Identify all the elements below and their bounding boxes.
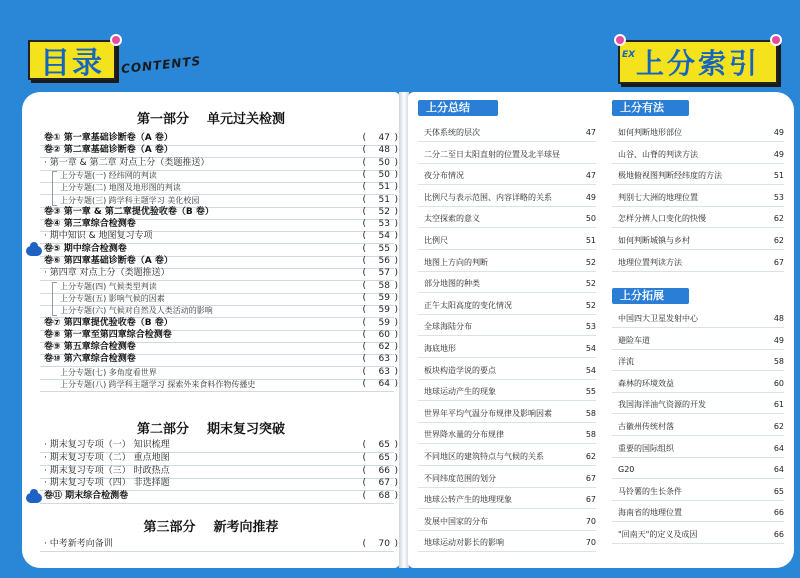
index-entry-page: 53 [585, 322, 596, 332]
toc-paren-close: ) [394, 292, 398, 303]
index-entry [612, 189, 784, 207]
toc-paren-close: ) [394, 157, 398, 168]
toc-entry-label: 卷⑩ 第六章综合检测卷 [44, 354, 136, 365]
index-entry-page: 47 [585, 128, 596, 137]
toc-entry-page: 50 [378, 169, 390, 180]
toc-paren-open: ( [362, 182, 366, 193]
index-title-text: 上分索引 [635, 47, 760, 80]
index-entry [612, 167, 784, 185]
index-entry-page: 47 [585, 171, 596, 181]
toc-paren-close: ) [394, 465, 398, 476]
index-entry [418, 491, 596, 509]
index-entry-title: 重要的国际组织 [618, 443, 674, 453]
toc-paren-open: ( [362, 452, 366, 463]
toc-paren-open: ( [362, 194, 366, 205]
index-entry-page: 67 [585, 473, 596, 483]
index-column-header: 上分有法 [612, 100, 689, 116]
toc-paren-open: ( [362, 379, 366, 389]
toc-entry [22, 439, 400, 452]
toc-entry [22, 292, 400, 305]
index-entry-page: 51 [773, 171, 784, 181]
toc-entry-page: 55 [378, 243, 390, 254]
toc-paren-open: ( [362, 366, 366, 377]
toc-paren-open: ( [362, 305, 366, 316]
toc-paren-close: ) [394, 491, 398, 502]
index-entry-page: 49 [773, 335, 784, 345]
toc-paren-open: ( [362, 465, 366, 476]
index-entry-title: 部分地图的种类 [424, 279, 480, 289]
toc-entry [22, 230, 400, 243]
toc-paren-close: ) [394, 342, 398, 353]
index-entry-title: 太空探索的意义 [424, 214, 480, 224]
toc-entry-label: 上分专题(一) 经纬网的判读 [60, 170, 157, 180]
index-header [618, 36, 798, 86]
pin-icon [110, 34, 122, 46]
toc-paren-close: ) [394, 268, 398, 279]
index-entry-title: 地图上方向的判断 [424, 257, 488, 267]
index-entry-page: 52 [585, 279, 596, 289]
toc-entry-label: 卷③ 第一章 & 第二章提优验收卷（B 卷） [44, 206, 214, 217]
toc-entry [22, 218, 400, 231]
toc-entry-page: 63 [378, 354, 390, 365]
toc-paren-open: ( [362, 329, 366, 340]
index-entry-page: 55 [585, 387, 596, 397]
toc-paren-close: ) [394, 169, 398, 180]
toc-entry-page: 62 [378, 342, 390, 353]
section-title [22, 516, 400, 535]
index-entry [418, 297, 596, 315]
toc-entry-page: 67 [378, 478, 390, 489]
toc-entry-page: 54 [378, 231, 390, 242]
index-entry-page: 58 [585, 430, 596, 440]
toc-entry-page: 48 [378, 145, 390, 156]
toc-entry-label: 上分专题(五) 影响气候的因素 [60, 293, 165, 303]
toc-entry-page: 51 [378, 194, 390, 205]
toc-paren-close: ) [394, 329, 398, 340]
toc-paren-close: ) [394, 243, 398, 254]
index-entry [418, 362, 596, 380]
index-entry-title: 地理位置判读方法 [618, 257, 682, 267]
index-entry-page: 52 [585, 257, 596, 267]
index-entry-title: 我国海洋油气资源的开发 [618, 400, 706, 410]
toc-paren-close: ) [394, 256, 398, 266]
toc-paren-close: ) [394, 539, 398, 549]
index-entry-title: 正午太阳高度的变化情况 [424, 300, 512, 310]
toc-divider [40, 391, 394, 392]
index-column-header: 上分拓展 [612, 288, 689, 304]
index-entry-title: 避险车道 [618, 335, 650, 345]
index-entry-page: 51 [585, 236, 596, 245]
toc-entry-page: 63 [378, 366, 390, 377]
toc-paren-open: ( [362, 354, 366, 365]
index-entry-title: 地球公转产生的地理现象 [424, 495, 512, 505]
index-entry [418, 340, 596, 358]
index-entry-title: 判别七大洲的地理位置 [618, 192, 698, 202]
toc-entry [22, 341, 400, 354]
index-entry [418, 426, 596, 444]
index-entry-page: 65 [773, 486, 784, 496]
toc-paren-open: ( [362, 145, 366, 156]
toc-paren-close: ) [394, 145, 398, 156]
contents-header [28, 36, 202, 82]
toc-entry [22, 255, 400, 268]
index-entry-title: 如何判断地形部位 [618, 128, 682, 137]
index-entry [418, 470, 596, 488]
index-entry [418, 534, 596, 552]
contents-panel [22, 92, 400, 568]
planet-icon [26, 493, 42, 503]
index-entry [612, 375, 784, 393]
index-entry-title: 夜分布情况 [424, 171, 464, 181]
toc-entry-label: 上分专题(三) 跨学科主题学习 美化校园 [60, 195, 200, 205]
pin-icon [770, 34, 782, 46]
toc-entry [22, 465, 400, 478]
toc-paren-close: ) [394, 379, 398, 389]
toc-paren-open: ( [362, 268, 366, 279]
section-title [22, 108, 400, 127]
index-entry [612, 418, 784, 436]
toc-entry-label: 卷⑪ 期末综合检测卷 [44, 491, 129, 502]
index-column-header: 上分总结 [418, 100, 498, 116]
toc-entry [22, 267, 400, 280]
index-entry [612, 461, 784, 479]
toc-entry-page: 51 [378, 182, 390, 193]
index-entry-title: 全球海陆分布 [424, 322, 472, 332]
index-entry [418, 318, 596, 336]
toc-paren-open: ( [362, 157, 366, 168]
toc-entry [22, 452, 400, 465]
section-title-part: 第一部分 [136, 112, 189, 127]
toc-entry-page: 52 [378, 206, 390, 217]
toc-entry-label: · 期末复习专项（二） 重点地图 [44, 452, 170, 463]
toc-paren-open: ( [362, 280, 366, 291]
toc-entry [22, 378, 400, 391]
toc-paren-open: ( [362, 243, 366, 254]
toc-paren-open: ( [362, 539, 366, 549]
pin-icon [614, 34, 626, 46]
toc-entry [22, 490, 400, 503]
toc-entry [22, 280, 400, 293]
toc-entry-page: 64 [378, 379, 390, 389]
index-entry-title: 二分二至日太阳直射的位置及北半球昼 [424, 149, 560, 159]
toc-entry-label: 卷⑥ 第四章基础诊断卷（A 卷） [44, 256, 173, 266]
toc-entry-page: 65 [378, 440, 390, 450]
index-entry [612, 483, 784, 501]
index-entry-page: 60 [773, 378, 784, 388]
toc-entry-page: 59 [378, 305, 390, 316]
toc-entry-label: · 中考新考向备训 [44, 539, 113, 549]
index-entry [418, 275, 596, 293]
toc-entry [22, 194, 400, 207]
toc-entry-label: 上分专题(二) 地图及地形图的判读 [60, 183, 181, 193]
toc-entry-label: · 第一章 & 第二章 对点上分（类题推送） [44, 157, 210, 168]
toc-entry-page: 59 [378, 292, 390, 303]
contents-title: 目录 [28, 40, 116, 80]
toc-entry [22, 538, 400, 551]
index-entry [418, 189, 596, 207]
index-entry-page: 64 [773, 443, 784, 453]
index-entry-page: 53 [773, 192, 784, 202]
index-entry-title: 地球运动对影长的影响 [424, 538, 504, 548]
index-entry [418, 254, 596, 272]
toc-entry-page: 60 [378, 329, 390, 340]
toc-paren-open: ( [362, 491, 366, 502]
toc-entry-label: 上分专题(七) 多角度看世界 [60, 367, 157, 377]
toc-entry-page: 53 [378, 219, 390, 230]
toc-entry [22, 181, 400, 194]
toc-entry-label: 上分专题(八) 跨学科主题学习 探索外来食料作物传播史 [60, 380, 256, 389]
toc-entry-label: 卷⑤ 期中综合检测卷 [44, 243, 127, 254]
toc-entry-label: 卷④ 第三章综合检测卷 [44, 219, 136, 230]
index-entry-title: 如何判断城镇与乡村 [618, 236, 690, 245]
index-entry-page: 58 [773, 357, 784, 367]
index-entry-title: "回南天"的定义及成因 [618, 530, 698, 539]
toc-entry [22, 329, 400, 342]
toc-paren-close: ) [394, 280, 398, 291]
toc-entry-page: 68 [378, 491, 390, 502]
toc-entry-label: 卷① 第一章基础诊断卷（A 卷） [44, 133, 173, 143]
index-entry [418, 146, 596, 164]
toc-paren-open: ( [362, 219, 366, 230]
index-entry [612, 232, 784, 250]
toc-entry [22, 157, 400, 170]
toc-entry-label: · 第四章 对点上分（类题推送） [44, 268, 170, 279]
index-title [618, 40, 778, 84]
toc-paren-close: ) [394, 194, 398, 205]
index-entry-title: 板块构造学说的要点 [424, 365, 496, 375]
toc-entry [22, 243, 400, 256]
index-entry-title: 古徽州传统村落 [618, 422, 674, 431]
toc-paren-close: ) [394, 366, 398, 377]
index-entry-title: 世界年平均气温分布规律及影响因素 [424, 408, 552, 418]
index-entry [612, 353, 784, 371]
index-entry [612, 210, 784, 228]
index-entry-page: 62 [773, 214, 784, 224]
index-entry-page: 70 [585, 538, 596, 548]
index-entry-title: 马铃薯的生长条件 [618, 486, 682, 496]
index-entry-page: 62 [585, 452, 596, 461]
toc-paren-open: ( [362, 256, 366, 266]
toc-paren-close: ) [394, 133, 398, 143]
index-entry [418, 232, 596, 250]
index-entry [612, 440, 784, 458]
toc-entry-page: 66 [378, 465, 390, 476]
index-entry-page: 54 [585, 365, 596, 375]
index-entry-page: 50 [585, 214, 596, 224]
toc-entry-label: 卷② 第二章基础诊断卷（A 卷） [44, 145, 173, 156]
index-entry [418, 124, 596, 142]
toc-entry-label: · 期末复习专项（三） 时政热点 [44, 465, 170, 476]
index-entry-title: G20 [618, 465, 635, 475]
index-entry [418, 210, 596, 228]
index-entry [418, 383, 596, 401]
subtopic-bracket [52, 171, 57, 206]
toc-entry-label: · 期中知识 & 地图复习专项 [44, 231, 153, 242]
index-entry [612, 332, 784, 350]
index-entry [418, 513, 596, 531]
toc-paren-open: ( [362, 440, 366, 450]
toc-paren-close: ) [394, 440, 398, 450]
toc-paren-close: ) [394, 305, 398, 316]
index-entry-page: 67 [585, 495, 596, 505]
toc-entry [22, 317, 400, 330]
toc-entry-label: 上分专题(四) 气候类型判读 [60, 281, 157, 291]
index-entry-title: 比例尺与表示范围、内容详略的关系 [424, 192, 552, 202]
toc-entry-page: 57 [378, 268, 390, 279]
toc-entry [22, 169, 400, 182]
section-title [22, 418, 400, 437]
toc-entry-label: · 期末复习专项（一） 知识梳理 [44, 440, 170, 450]
toc-divider [40, 551, 394, 552]
index-entry-title: 怎样分辨人口变化的快慢 [618, 214, 706, 224]
toc-entry-page: 47 [378, 133, 390, 143]
index-entry [612, 504, 784, 522]
index-entry-title: 森林的环境效益 [618, 378, 674, 388]
toc-entry-page: 65 [378, 452, 390, 463]
toc-entry-label: 卷⑨ 第五章综合检测卷 [44, 342, 136, 353]
section-title-part: 第二部分 [136, 422, 189, 437]
index-entry-page: 66 [773, 530, 784, 539]
section-title-name: 期末复习突破 [207, 422, 286, 437]
index-entry-title: 海底地形 [424, 344, 456, 353]
index-entry [418, 167, 596, 185]
toc-entry [22, 132, 400, 145]
toc-entry-label: 上分专题(六) 气候对自然及人类活动的影响 [60, 306, 213, 316]
toc-paren-open: ( [362, 478, 366, 489]
toc-paren-close: ) [394, 231, 398, 242]
section-title-name: 新考向推荐 [213, 520, 279, 535]
index-entry-page: 64 [773, 465, 784, 475]
toc-entry [22, 366, 400, 379]
toc-entry [22, 304, 400, 317]
index-entry-page: 52 [585, 300, 596, 310]
toc-paren-close: ) [394, 182, 398, 193]
index-tag: EX [622, 50, 636, 60]
index-entry [418, 448, 596, 466]
index-entry-title: 极地俯视图判断经纬度的方法 [618, 171, 722, 181]
index-entry-title: 不同地区的建筑特点与气候的关系 [424, 452, 544, 461]
index-entry-page: 62 [773, 422, 784, 431]
index-entry-title: 洋流 [618, 357, 634, 367]
toc-entry-page: 56 [378, 256, 390, 266]
toc-paren-close: ) [394, 478, 398, 489]
toc-paren-open: ( [362, 292, 366, 303]
index-entry-page: 66 [773, 508, 784, 518]
toc-paren-open: ( [362, 317, 366, 328]
index-entry [612, 526, 784, 544]
index-entry-title: 世界降水量的分布规律 [424, 430, 504, 440]
index-entry-title: 地球运动产生的现象 [424, 387, 496, 397]
index-entry-title: 山谷、山脊的判读方法 [618, 149, 698, 159]
index-entry-page: 49 [585, 192, 596, 202]
index-entry-page: 70 [585, 516, 596, 526]
toc-entry-page: 50 [378, 157, 390, 168]
toc-paren-open: ( [362, 169, 366, 180]
subtopic-bracket [52, 282, 57, 317]
toc-paren-open: ( [362, 206, 366, 217]
index-entry-page: 54 [585, 344, 596, 353]
index-entry [612, 310, 784, 328]
index-entry-page: 49 [773, 128, 784, 137]
index-entry [418, 405, 596, 423]
toc-paren-open: ( [362, 133, 366, 143]
toc-entry-page: 70 [378, 539, 390, 549]
section-title-name: 单元过关检测 [207, 112, 286, 127]
toc-entry [22, 353, 400, 366]
index-entry-page: 61 [773, 400, 784, 410]
toc-entry-label: 卷⑦ 第四章提优验收卷（B 卷） [44, 317, 173, 328]
index-entry-page: 49 [773, 149, 784, 159]
contents-subtitle: CONTENTS [120, 53, 202, 77]
index-entry-page: 62 [773, 236, 784, 245]
index-panel [408, 92, 794, 568]
toc-entry [22, 144, 400, 157]
index-entry [612, 254, 784, 272]
index-entry-page: 67 [773, 257, 784, 267]
toc-paren-open: ( [362, 231, 366, 242]
toc-entry [22, 206, 400, 219]
index-entry-title: 海南省的地理位置 [618, 508, 682, 518]
index-entry [612, 124, 784, 142]
toc-paren-close: ) [394, 354, 398, 365]
index-entry-title: 发展中国家的分布 [424, 516, 488, 526]
index-entry-title: 中国四大卫星发射中心 [618, 314, 698, 323]
index-entry-title: 天体系统的层次 [424, 128, 480, 137]
toc-paren-close: ) [394, 317, 398, 328]
toc-entry-label: · 期末复习专项（四） 非选择题 [44, 478, 170, 489]
index-entry [612, 146, 784, 164]
section-title-part: 第三部分 [143, 520, 196, 535]
toc-divider [40, 503, 394, 504]
toc-entry-label: 卷⑧ 第一章至第四章综合检测卷 [44, 329, 172, 340]
toc-entry-page: 58 [378, 280, 390, 291]
index-entry [612, 396, 784, 414]
toc-paren-close: ) [394, 219, 398, 230]
index-entry-page: 58 [585, 408, 596, 418]
toc-paren-close: ) [394, 452, 398, 463]
toc-paren-close: ) [394, 206, 398, 217]
index-entry-page: 48 [773, 314, 784, 323]
toc-entry [22, 477, 400, 490]
toc-entry-page: 59 [378, 317, 390, 328]
index-entry-title: 不同纬度范围的划分 [424, 473, 496, 483]
index-entry-title: 比例尺 [424, 236, 448, 245]
toc-paren-open: ( [362, 342, 366, 353]
